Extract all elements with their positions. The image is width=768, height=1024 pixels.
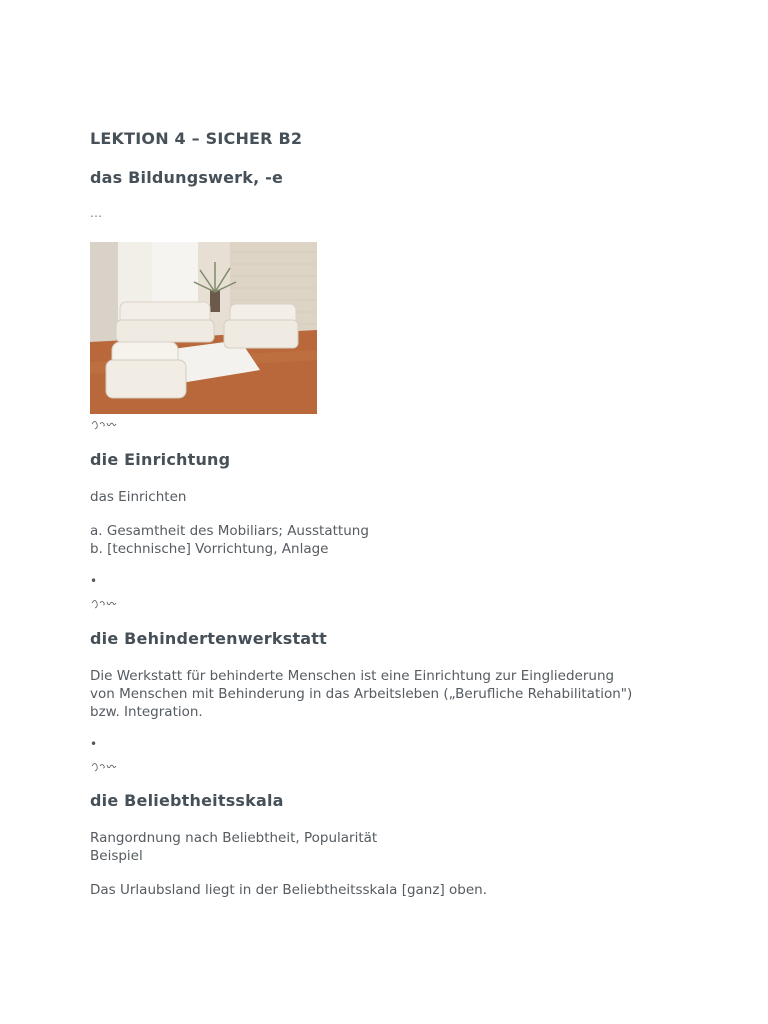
example-label: Beispiel <box>90 848 143 864</box>
term-heading: die Einrichtung <box>90 450 231 469</box>
bullet: • <box>90 574 98 588</box>
paragraph-line: von Menschen mit Behinderung in das Arbeitsleben („Berufliche Rehabilitation") <box>90 686 633 702</box>
definition-text: das Einrichten <box>90 489 187 505</box>
bullet: • <box>90 737 98 751</box>
term-heading: die Beliebtheitsskala <box>90 791 284 810</box>
definition-text: Rangordnung nach Beliebtheit, Popularität <box>90 830 378 846</box>
ellipsis-text: … <box>90 206 102 220</box>
paragraph-line: Die Werkstatt für behinderte Menschen ist eine Einrichtung zur Eingliederung <box>90 668 615 684</box>
term-heading: die Behindertenwerkstatt <box>90 629 327 648</box>
term-heading: das Bildungswerk, -e <box>90 168 284 187</box>
signature-icon <box>90 597 118 609</box>
definition-line-a: a. Gesamtheit des Mobiliars; Ausstattung <box>90 523 369 539</box>
furniture-photo <box>90 242 317 414</box>
signature-icon <box>90 418 118 430</box>
paragraph-line: bzw. Integration. <box>90 704 203 720</box>
living-room-image <box>90 242 317 414</box>
definition-line-b: b. [technische] Vorrichtung, Anlage <box>90 541 329 557</box>
lesson-title: LEKTION 4 – SICHER B2 <box>90 129 303 148</box>
signature-icon <box>90 760 118 772</box>
example-text: Das Urlaubsland liegt in der Beliebtheitsskala [ganz] oben. <box>90 882 487 898</box>
